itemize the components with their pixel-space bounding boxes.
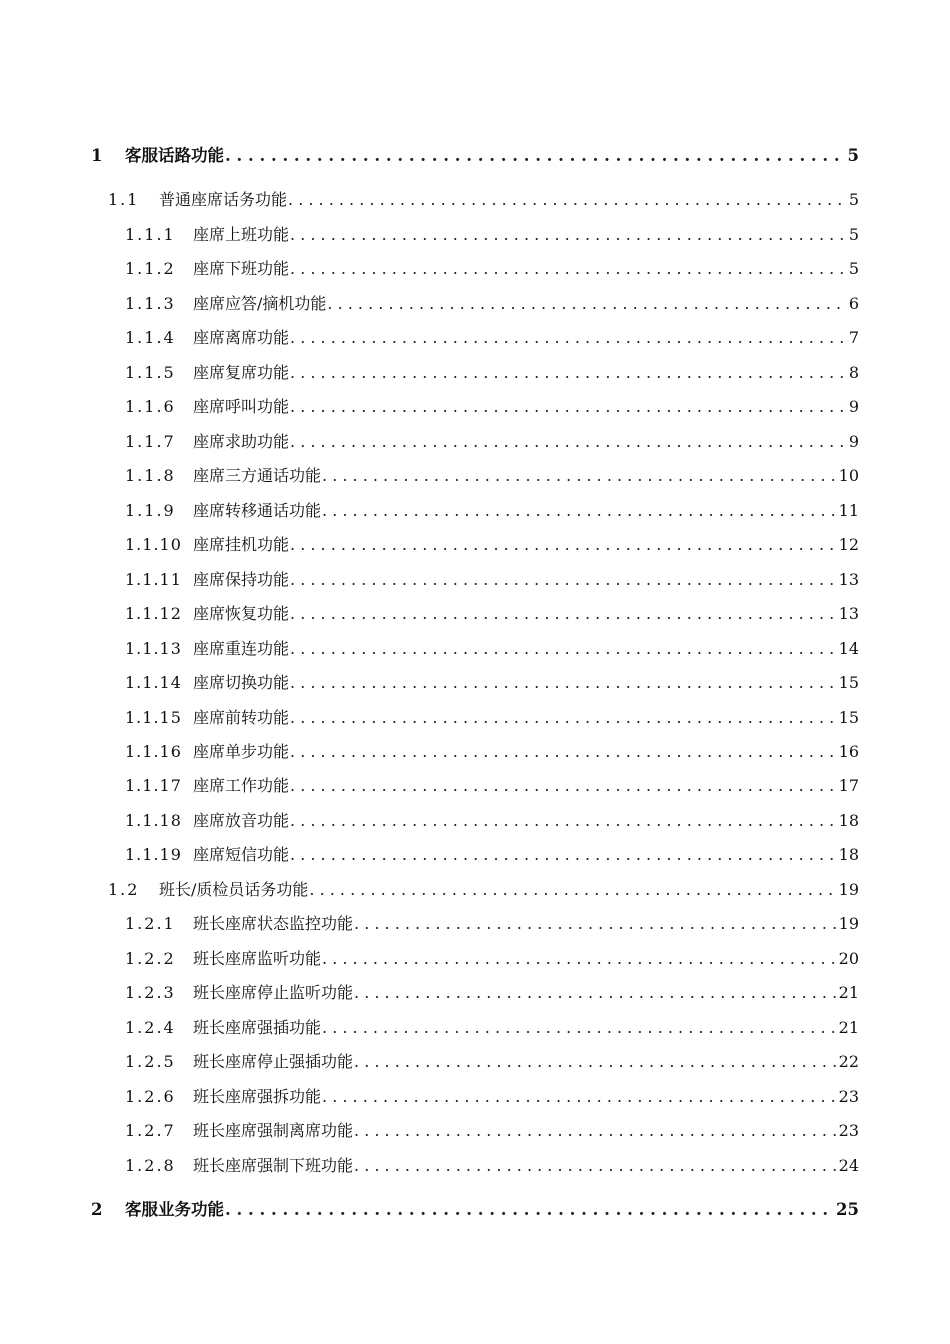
toc-page-number: 18 bbox=[838, 845, 859, 864]
toc-page-number: 10 bbox=[838, 466, 859, 485]
toc-number: 1.2.7 bbox=[125, 1121, 176, 1140]
toc-entry[interactable] bbox=[125, 259, 859, 279]
toc-entry[interactable] bbox=[125, 845, 859, 865]
toc-entry[interactable] bbox=[125, 501, 859, 521]
toc-page-number: 13 bbox=[838, 570, 859, 589]
toc-leader bbox=[322, 466, 837, 486]
toc-title: 班长座席强制下班功能 bbox=[193, 1156, 354, 1175]
toc-title: 座席切换功能 bbox=[193, 673, 290, 692]
toc-page-number: 13 bbox=[838, 604, 859, 623]
toc-page-number: 25 bbox=[836, 1200, 859, 1219]
toc-page-number: 17 bbox=[838, 776, 859, 795]
toc-leader bbox=[290, 845, 837, 865]
toc-entry[interactable] bbox=[125, 811, 859, 831]
toc-leader bbox=[290, 535, 837, 555]
toc-number: 1.2.1 bbox=[125, 914, 176, 933]
toc-entry[interactable] bbox=[108, 190, 859, 210]
toc-number: 1.1.18 bbox=[125, 811, 182, 830]
toc-number: 1.1.16 bbox=[125, 742, 182, 761]
toc-title: 座席放音功能 bbox=[193, 811, 290, 830]
toc-page-number: 22 bbox=[838, 1052, 859, 1071]
toc-number: 1.2 bbox=[108, 880, 140, 899]
toc-leader bbox=[290, 259, 847, 279]
toc-leader bbox=[290, 397, 847, 417]
toc-page-number: 20 bbox=[838, 949, 859, 968]
toc-page-number: 19 bbox=[838, 914, 859, 933]
toc-title: 班长座席强插功能 bbox=[193, 1018, 322, 1037]
toc-leader bbox=[290, 570, 837, 590]
toc-title: 班长座席强制离席功能 bbox=[193, 1121, 354, 1140]
toc-leader bbox=[354, 914, 837, 934]
toc-entry[interactable] bbox=[125, 673, 859, 693]
toc-title: 座席应答/摘机功能 bbox=[193, 294, 327, 313]
toc-number: 1.1.2 bbox=[125, 259, 176, 278]
toc-title: 班长座席状态监控功能 bbox=[193, 914, 354, 933]
toc-leader bbox=[354, 1156, 837, 1176]
toc-entry[interactable] bbox=[108, 880, 859, 900]
toc-leader bbox=[290, 742, 837, 762]
toc-entry[interactable] bbox=[125, 1018, 859, 1038]
toc-entry[interactable] bbox=[125, 983, 859, 1003]
toc-number: 1.1.17 bbox=[125, 776, 182, 795]
toc-number: 1.2.8 bbox=[125, 1156, 176, 1175]
toc-number: 1.2.2 bbox=[125, 949, 176, 968]
toc-entry[interactable] bbox=[125, 914, 859, 934]
toc-entry[interactable] bbox=[125, 1121, 859, 1141]
toc-entry[interactable] bbox=[125, 1052, 859, 1072]
toc-title: 座席保持功能 bbox=[193, 570, 290, 589]
toc-title: 座席恢复功能 bbox=[193, 604, 290, 623]
toc-entry[interactable] bbox=[125, 639, 859, 659]
toc-title: 班长座席停止监听功能 bbox=[193, 983, 354, 1002]
toc-page-number: 7 bbox=[848, 328, 859, 347]
toc-leader bbox=[322, 501, 837, 521]
toc-entry[interactable] bbox=[125, 1087, 859, 1107]
toc-leader bbox=[290, 673, 837, 693]
toc-leader bbox=[322, 1087, 837, 1107]
toc-title: 座席重连功能 bbox=[193, 639, 290, 658]
toc-entry[interactable] bbox=[125, 1156, 859, 1176]
toc-entry[interactable] bbox=[125, 363, 859, 383]
toc-number: 1.1.15 bbox=[125, 708, 182, 727]
toc-entry[interactable] bbox=[125, 432, 859, 452]
toc-title: 座席呼叫功能 bbox=[193, 397, 290, 416]
toc-title: 班长座席监听功能 bbox=[193, 949, 322, 968]
toc-entry[interactable] bbox=[125, 328, 859, 348]
toc-page-number: 6 bbox=[848, 294, 859, 313]
toc-number: 1.2.4 bbox=[125, 1018, 176, 1037]
toc-leader bbox=[290, 363, 847, 383]
toc-leader bbox=[290, 328, 847, 348]
toc-entry[interactable] bbox=[125, 294, 859, 314]
toc-leader bbox=[290, 708, 837, 728]
toc-number: 1.1.7 bbox=[125, 432, 176, 451]
toc-page-number: 21 bbox=[838, 983, 859, 1002]
toc-leader bbox=[354, 983, 837, 1003]
toc-title: 座席复席功能 bbox=[193, 363, 290, 382]
toc-number: 1.1.12 bbox=[125, 604, 182, 623]
toc-number: 1.1 bbox=[108, 190, 140, 209]
toc-page-number: 11 bbox=[838, 501, 859, 520]
toc-leader bbox=[288, 190, 847, 210]
toc-title: 客服话路功能 bbox=[125, 146, 224, 165]
toc-number: 1.1.1 bbox=[125, 225, 176, 244]
toc-page-number: 5 bbox=[848, 190, 859, 209]
toc-number: 1.1.6 bbox=[125, 397, 176, 416]
toc-title: 座席求助功能 bbox=[193, 432, 290, 451]
toc-leader bbox=[354, 1121, 837, 1141]
toc-page-number: 12 bbox=[838, 535, 859, 554]
toc-number: 1.2.5 bbox=[125, 1052, 176, 1071]
toc-title: 客服业务功能 bbox=[125, 1200, 224, 1219]
toc-leader bbox=[290, 776, 837, 796]
toc-number: 2 bbox=[91, 1200, 105, 1219]
toc-title: 班长/质检员话务功能 bbox=[159, 880, 309, 899]
toc-number: 1.2.6 bbox=[125, 1087, 176, 1106]
toc-entry[interactable] bbox=[125, 776, 859, 796]
toc-page-number: 19 bbox=[838, 880, 859, 899]
toc-leader bbox=[225, 146, 846, 166]
toc-title: 座席下班功能 bbox=[193, 259, 290, 278]
toc-number: 1.1.13 bbox=[125, 639, 182, 658]
toc-leader bbox=[354, 1052, 837, 1072]
toc-entry[interactable] bbox=[125, 535, 859, 555]
toc-number: 1.1.14 bbox=[125, 673, 182, 692]
toc-number: 1.1.10 bbox=[125, 535, 182, 554]
toc-title: 座席工作功能 bbox=[193, 776, 290, 795]
toc-entry[interactable] bbox=[125, 604, 859, 624]
toc-page-number: 15 bbox=[838, 708, 859, 727]
toc-entry[interactable] bbox=[125, 397, 859, 417]
toc-number: 1 bbox=[91, 146, 105, 165]
toc-number: 1.1.19 bbox=[125, 845, 182, 864]
toc-entry[interactable] bbox=[91, 146, 859, 166]
toc-title: 班长座席停止强插功能 bbox=[193, 1052, 354, 1071]
toc-leader bbox=[290, 639, 837, 659]
toc-page-number: 18 bbox=[838, 811, 859, 830]
toc-title: 普通座席话务功能 bbox=[159, 190, 288, 209]
toc-title: 座席离席功能 bbox=[193, 328, 290, 347]
toc-page-number: 5 bbox=[848, 259, 859, 278]
toc-page-number: 5 bbox=[848, 225, 859, 244]
toc-title: 座席前转功能 bbox=[193, 708, 290, 727]
toc-title: 座席转移通话功能 bbox=[193, 501, 322, 520]
toc-entry[interactable] bbox=[125, 949, 859, 969]
toc-page-number: 5 bbox=[847, 146, 859, 165]
toc-title: 座席三方通话功能 bbox=[193, 466, 322, 485]
toc-page-number: 23 bbox=[838, 1121, 859, 1140]
toc-entry[interactable] bbox=[125, 742, 859, 762]
toc-leader bbox=[322, 949, 837, 969]
toc-entry[interactable] bbox=[125, 466, 859, 486]
toc-leader bbox=[309, 880, 836, 900]
toc-number: 1.1.3 bbox=[125, 294, 176, 313]
toc-number: 1.1.5 bbox=[125, 363, 176, 382]
toc-page-number: 14 bbox=[838, 639, 859, 658]
toc-leader bbox=[322, 1018, 837, 1038]
toc-page-number: 24 bbox=[838, 1156, 859, 1175]
toc-page-number: 23 bbox=[838, 1087, 859, 1106]
toc-page-number: 15 bbox=[838, 673, 859, 692]
toc-page-number: 21 bbox=[838, 1018, 859, 1037]
toc-leader bbox=[290, 432, 847, 452]
toc-leader bbox=[327, 294, 846, 314]
toc-number: 1.1.8 bbox=[125, 466, 176, 485]
toc-leader bbox=[290, 225, 847, 245]
toc-title: 座席短信功能 bbox=[193, 845, 290, 864]
toc-entry[interactable] bbox=[91, 1200, 859, 1220]
toc-title: 座席上班功能 bbox=[193, 225, 290, 244]
toc-title: 座席挂机功能 bbox=[193, 535, 290, 554]
toc-page-number: 16 bbox=[838, 742, 859, 761]
toc-entry[interactable] bbox=[125, 708, 859, 728]
toc-number: 1.2.3 bbox=[125, 983, 176, 1002]
toc-number: 1.1.11 bbox=[125, 570, 182, 589]
toc-number: 1.1.4 bbox=[125, 328, 176, 347]
toc-entry[interactable] bbox=[125, 570, 859, 590]
toc-leader bbox=[225, 1200, 834, 1220]
toc-leader bbox=[290, 604, 837, 624]
toc-title: 班长座席强拆功能 bbox=[193, 1087, 322, 1106]
toc-page-number: 8 bbox=[848, 363, 859, 382]
toc-page-number: 9 bbox=[848, 397, 859, 416]
toc-title: 座席单步功能 bbox=[193, 742, 290, 761]
toc-page-number: 9 bbox=[848, 432, 859, 451]
toc-number: 1.1.9 bbox=[125, 501, 176, 520]
toc-entry[interactable] bbox=[125, 225, 859, 245]
toc-leader bbox=[290, 811, 837, 831]
